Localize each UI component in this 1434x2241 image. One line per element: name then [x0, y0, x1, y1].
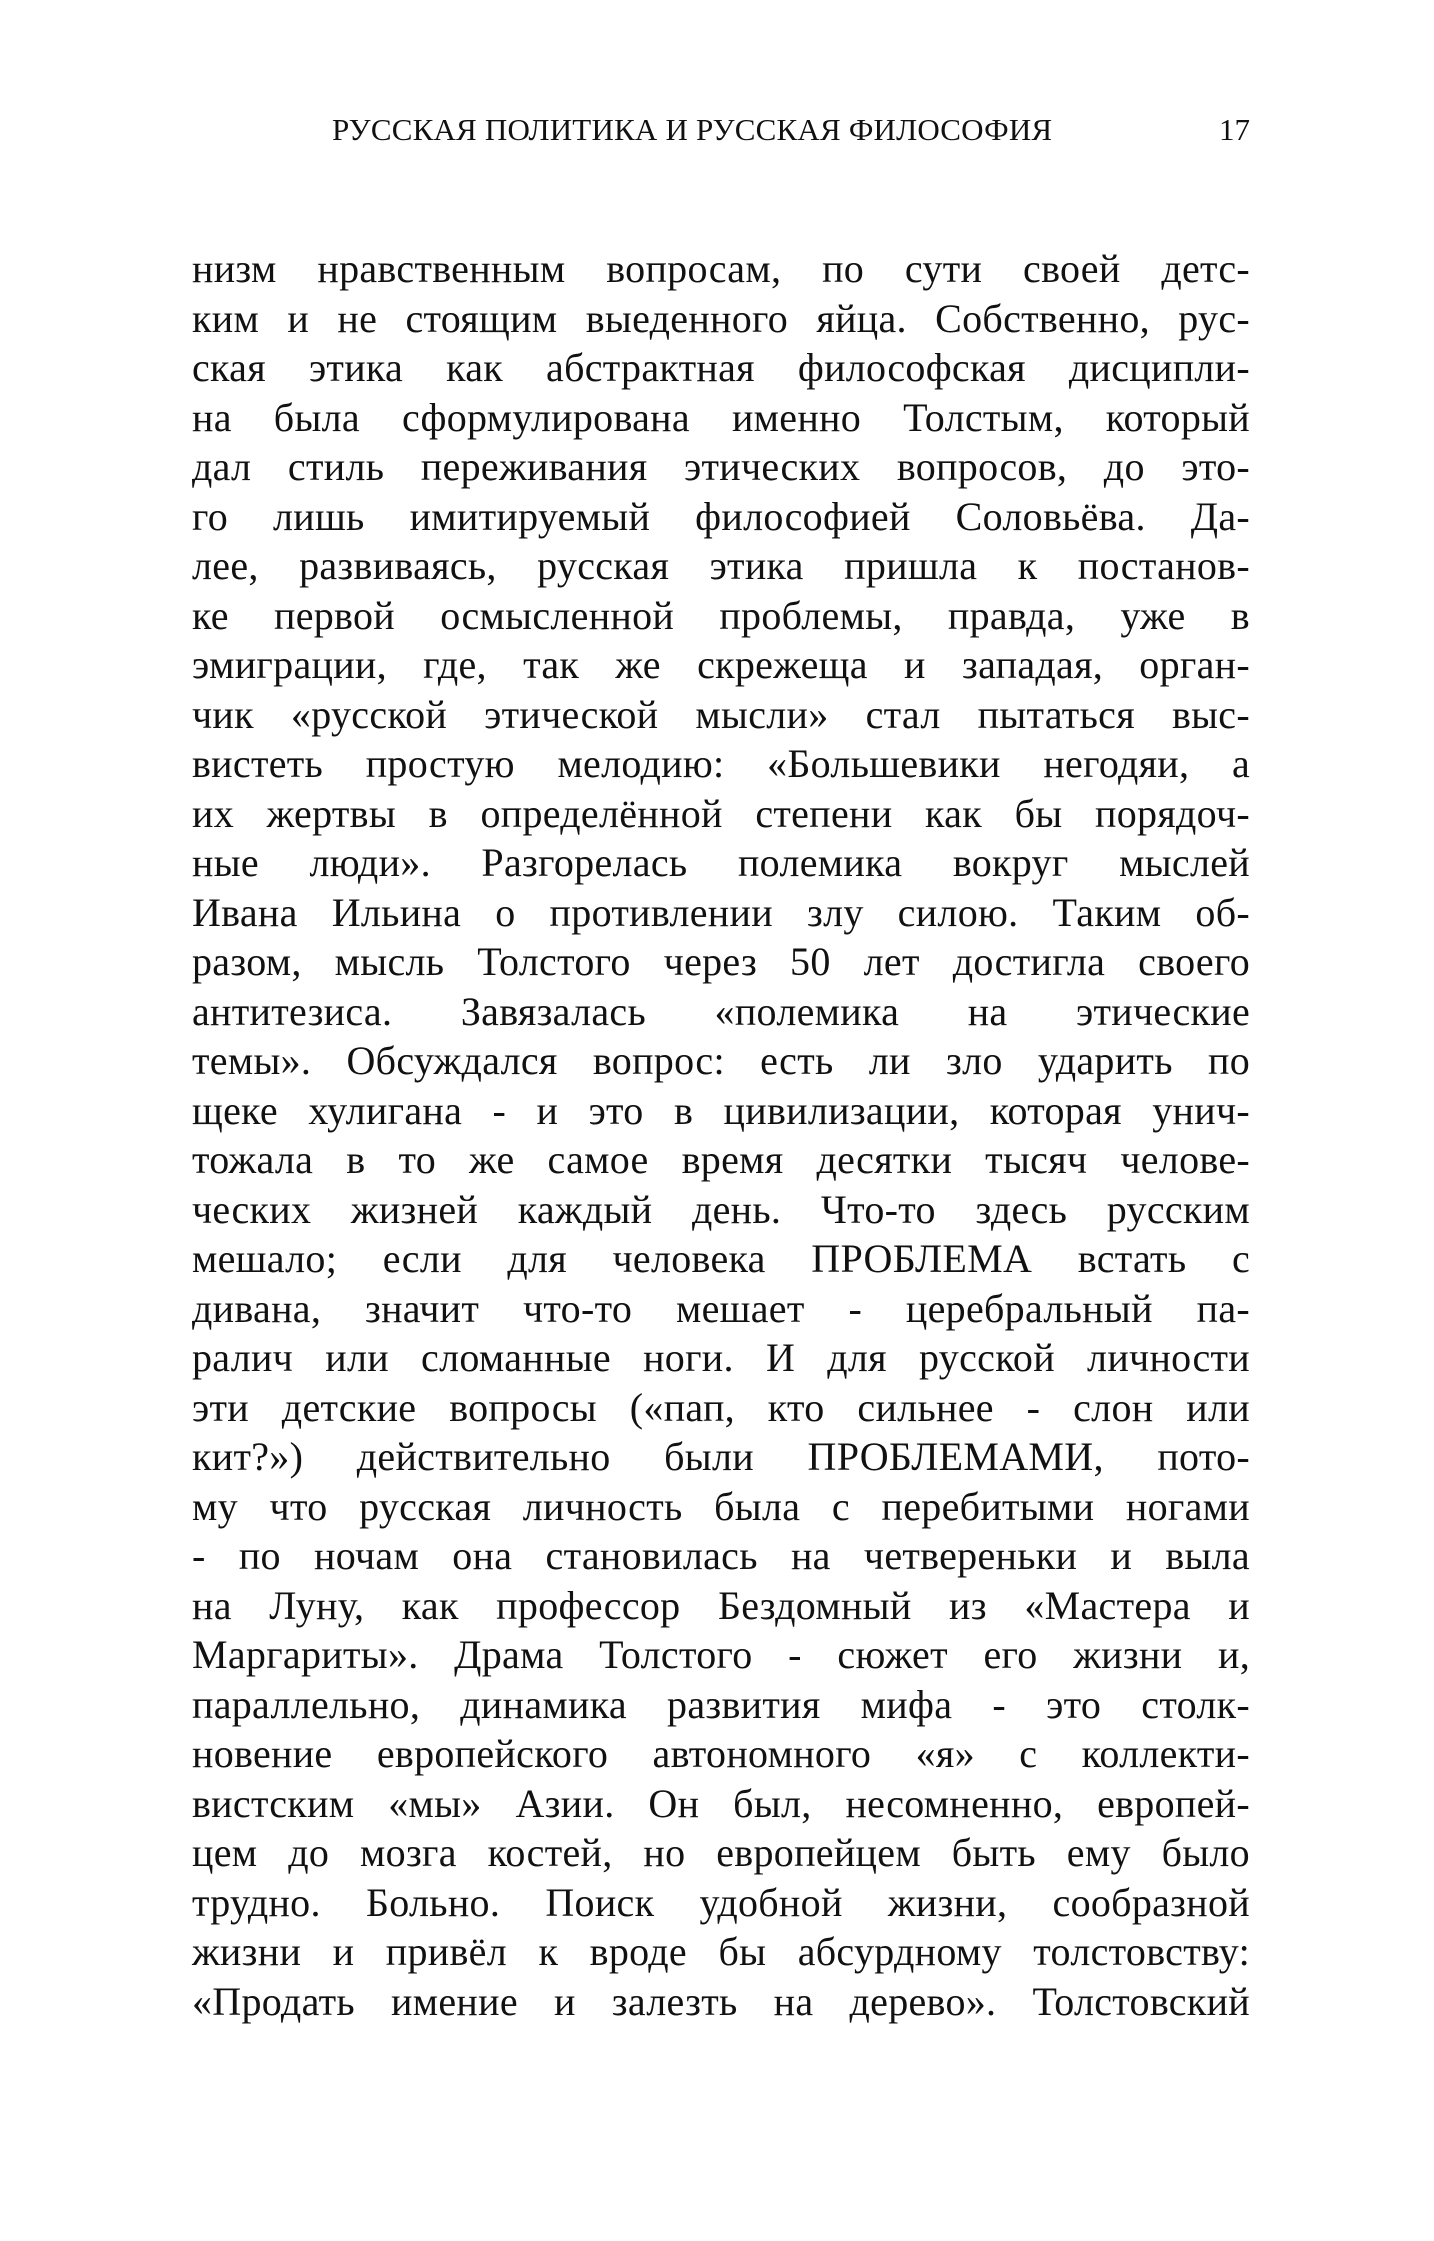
text-line: на была сформулирована именно Толстым, который: [192, 394, 1250, 440]
text-line: трудно. Больно. Поиск удобной жизни, сообразной: [192, 1879, 1250, 1925]
text-line: на Луну, как профессор Бездомный из «Мастера и: [192, 1582, 1250, 1628]
text-line: их жертвы в определённой степени как бы порядоч-: [192, 790, 1250, 836]
text-line: эмиграции, где, так же скрежеща и западая, орган-: [192, 642, 1250, 687]
text-line: мешало; если для человека ПРОБЛЕМА встать с: [192, 1236, 1250, 1281]
text-line: ческих жизней каждый день. Что-то здесь русским: [192, 1186, 1250, 1232]
page-number: 17: [1219, 112, 1250, 147]
text-line: му что русская личность была с перебитыми ногами: [192, 1483, 1250, 1529]
text-line: Маргариты». Драма Толстого - сюжет его жизни и,: [192, 1632, 1250, 1677]
text-line: темы». Обсуждался вопрос: есть ли зло ударить по: [192, 1038, 1250, 1083]
text-line: антитезиса. Завязалась «полемика на этические: [192, 988, 1250, 1034]
text-line: цем до мозга костей, но европейцем быть ему было: [192, 1830, 1250, 1875]
text-line: дивана, значит что-то мешает - церебральный па-: [192, 1285, 1250, 1331]
text-line: ные люди». Разгорелась полемика вокруг мыслей: [192, 840, 1250, 885]
text-line: - по ночам она становилась на четвереньки и выла: [192, 1533, 1250, 1578]
text-line: ке первой осмысленной проблемы, правда, уже в: [192, 592, 1250, 638]
text-line: ская этика как абстрактная философская дисципли-: [192, 345, 1250, 390]
text-line: кит?») действительно были ПРОБЛЕМАМИ, пото-: [192, 1434, 1250, 1479]
text-line: жизни и привёл к вроде бы абсурдному толстовству:: [192, 1929, 1250, 1974]
running-title: РУССКАЯ ПОЛИТИКА И РУССКАЯ ФИЛОСОФИЯ: [332, 112, 1053, 147]
text-line: новение европейского автономного «я» с коллекти-: [192, 1731, 1250, 1776]
text-line: «Продать имение и залезть на дерево». Толстовский: [192, 1978, 1250, 2024]
running-header: [192, 112, 1250, 152]
text-line: чик «русской этической мысли» стал пытаться выс-: [192, 691, 1250, 737]
text-line: Ивана Ильина о противлении злу силою. Таким об-: [192, 889, 1250, 935]
text-line: лее, развиваясь, русская этика пришла к постанов-: [192, 543, 1250, 588]
text-line: эти детские вопросы («пап, кто сильнее - слон или: [192, 1384, 1250, 1430]
text-line: ралич или сломанные ноги. И для русской личности: [192, 1335, 1250, 1380]
text-line: вистским «мы» Азии. Он был, несомненно, европей-: [192, 1780, 1250, 1826]
text-line: щеке хулигана - и это в цивилизации, которая унич-: [192, 1087, 1250, 1133]
text-line: разом, мысль Толстого через 50 лет достигла своего: [192, 939, 1250, 984]
text-line: го лишь имитируемый философией Соловьёва. Да-: [192, 493, 1250, 539]
text-line: вистеть простую мелодию: «Большевики негодяи, а: [192, 741, 1250, 786]
text-line: параллельно, динамика развития мифа - это столк-: [192, 1681, 1250, 1727]
body-text: [192, 244, 1250, 2026]
text-line: дал стиль переживания этических вопросов, до это-: [192, 444, 1250, 489]
text-line: тожала в то же самое время десятки тысяч челове-: [192, 1137, 1250, 1182]
text-line: низм нравственным вопросам, по сути своей детс-: [192, 246, 1250, 291]
text-line: ким и не стоящим выеденного яйца. Собственно, рус-: [192, 295, 1250, 341]
